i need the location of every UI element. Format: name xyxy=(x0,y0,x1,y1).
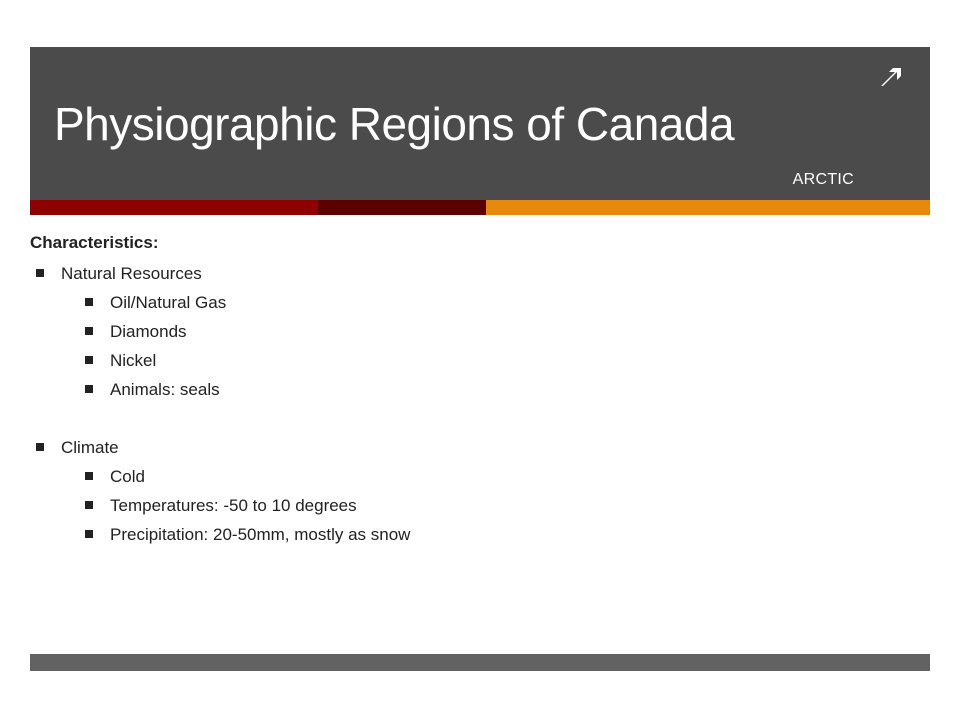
list-item xyxy=(30,491,910,520)
footer-bar xyxy=(30,654,930,671)
list-item xyxy=(30,520,910,549)
list-item-label: Cold xyxy=(110,467,145,486)
bullet-list xyxy=(30,259,910,549)
bullet-icon xyxy=(36,443,44,451)
slide-content xyxy=(30,233,910,549)
stripe-segment-dark-red xyxy=(318,200,486,215)
characteristics-heading: Characteristics: xyxy=(30,233,159,252)
bullet-icon xyxy=(85,356,93,364)
list-item-label: Diamonds xyxy=(110,322,187,341)
list-item-label: Climate xyxy=(61,438,119,457)
bullet-icon xyxy=(85,385,93,393)
list-item-label: Animals: seals xyxy=(110,380,220,399)
arrow-icon xyxy=(880,65,904,89)
bullet-icon xyxy=(85,298,93,306)
list-item-label: Natural Resources xyxy=(61,264,202,283)
list-spacer xyxy=(30,404,910,433)
list-item xyxy=(30,375,910,404)
list-item xyxy=(30,259,910,288)
list-item xyxy=(30,346,910,375)
bullet-icon xyxy=(85,501,93,509)
list-item xyxy=(30,317,910,346)
bullet-icon xyxy=(36,269,44,277)
list-item-label: Precipitation: 20-50mm, mostly as snow xyxy=(110,525,411,544)
list-item-label: Oil/Natural Gas xyxy=(110,293,227,312)
stripe-segment-red xyxy=(30,200,318,215)
stripe-segment-orange xyxy=(486,200,930,215)
list-item xyxy=(30,288,910,317)
bullet-icon xyxy=(85,472,93,480)
list-item-label: Temperatures: -50 to 10 degrees xyxy=(110,496,357,515)
bullet-icon xyxy=(85,327,93,335)
slide-title: Physiographic Regions of Canada xyxy=(54,98,735,150)
slide-subtitle: ARCTIC xyxy=(792,171,854,188)
accent-stripe xyxy=(30,200,930,215)
list-item xyxy=(30,462,910,491)
list-item xyxy=(30,433,910,462)
bullet-icon xyxy=(85,530,93,538)
list-item-label: Nickel xyxy=(110,351,157,370)
title-banner xyxy=(30,47,930,200)
